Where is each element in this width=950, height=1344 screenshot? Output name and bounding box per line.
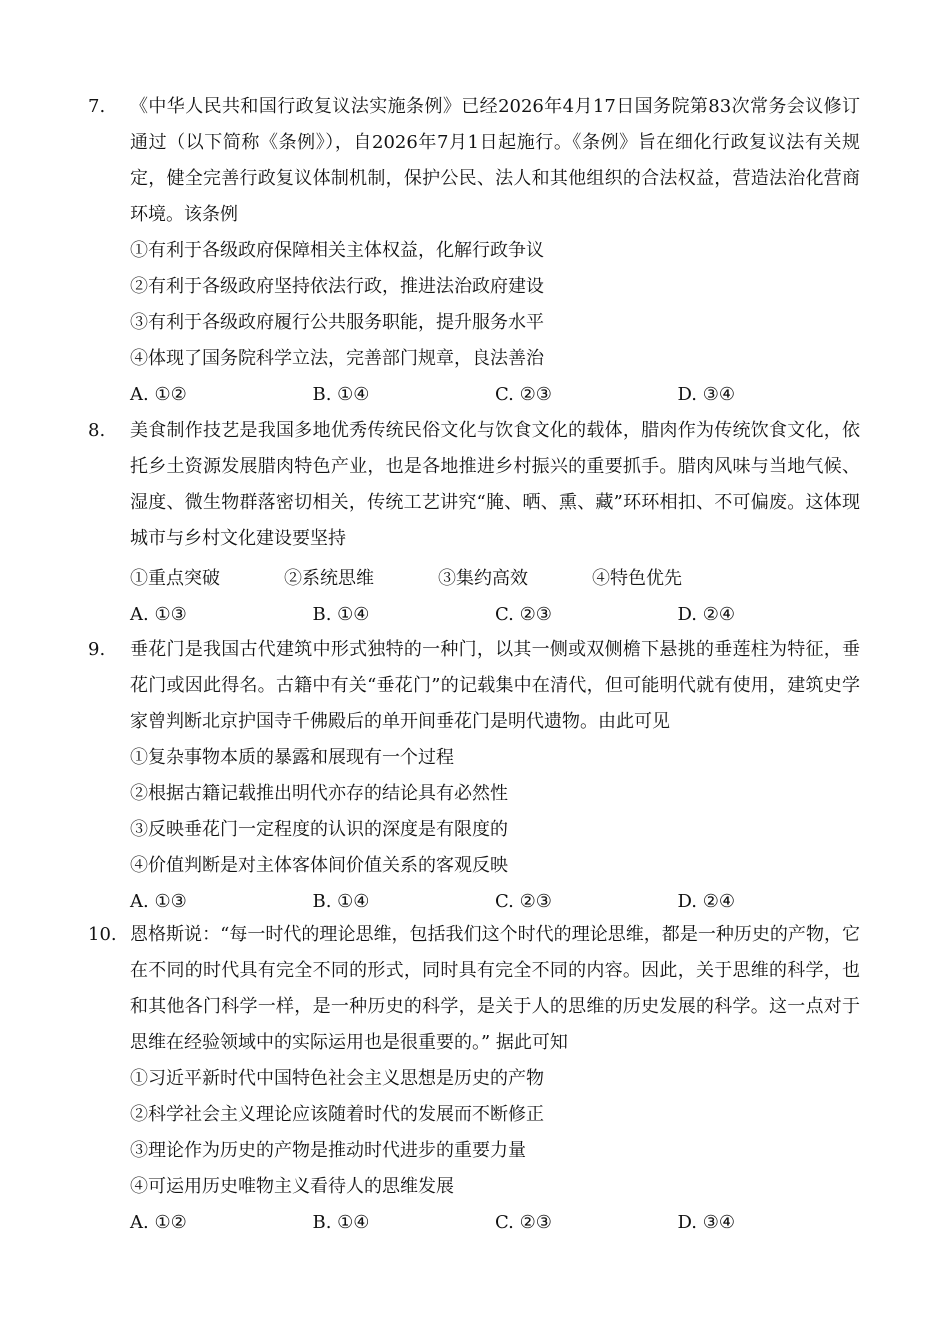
question-number: 7. xyxy=(88,96,106,117)
option-d: D. ②④ xyxy=(677,891,736,912)
answer-options xyxy=(130,377,860,413)
statement-1: ①有利于各级政府保障相关主体权益，化解行政争议 xyxy=(130,240,544,261)
answer-options xyxy=(130,597,860,633)
option-a: A. ①② xyxy=(130,384,187,405)
option-a: A. ①③ xyxy=(130,891,187,912)
question-body xyxy=(130,917,860,1241)
statement-2: ②根据古籍记载推出明代亦存的结论具有必然性 xyxy=(130,783,508,804)
statement-3: ③反映垂花门一定程度的认识的深度是有限度的 xyxy=(130,819,508,840)
question-7 xyxy=(88,89,868,413)
option-d: D. ②④ xyxy=(677,604,736,625)
statement-list xyxy=(130,561,860,597)
question-10 xyxy=(88,917,868,1241)
question-number: 9. xyxy=(88,639,106,660)
statement-3: ③理论作为历史的产物是推动时代进步的重要力量 xyxy=(130,1140,526,1161)
question-number: 10. xyxy=(88,924,117,945)
question-8 xyxy=(88,413,868,633)
option-b: B. ①④ xyxy=(312,1212,370,1233)
option-a: A. ①③ xyxy=(130,604,187,625)
statement-3: ③有利于各级政府履行公共服务职能，提升服务水平 xyxy=(130,312,544,333)
option-d: D. ③④ xyxy=(677,384,736,405)
statement-1: ①习近平新时代中国特色社会主义思想是历史的产物 xyxy=(130,1068,544,1089)
option-c: C. ②③ xyxy=(495,604,552,625)
option-a: A. ①② xyxy=(130,1212,187,1233)
statement-2: ②科学社会主义理论应该随着时代的发展而不断修正 xyxy=(130,1104,544,1125)
question-body xyxy=(130,632,860,920)
statement-4: ④可运用历史唯物主义看待人的思维发展 xyxy=(130,1176,454,1197)
question-stem: 垂花门是我国古代建筑中形式独特的一种门，以其一侧或双侧檐下悬挑的垂莲柱为特征，垂花门或因此得名。古籍中有关“垂花门”的记载集中在清代，但可能明代就有使用，建筑史学家曾判断北京护国寺千佛殿后的单开间垂花门是明代遗物。由此可见 xyxy=(130,639,860,732)
option-b: B. ①④ xyxy=(312,604,370,625)
option-b: B. ①④ xyxy=(312,891,370,912)
question-number: 8. xyxy=(88,420,106,441)
answer-options xyxy=(130,1205,860,1241)
question-stem: 美食制作技艺是我国多地优秀传统民俗文化与饮食文化的载体，腊肉作为传统饮食文化，依托乡土资源发展腊肉特色产业，也是各地推进乡村振兴的重要抓手。腊肉风味与当地气候、湿度、微生物群落密切相关，传统工艺讲究“腌、晒、熏、藏”环环相扣、不可偏废。这体现城市与乡村文化建设要坚持 xyxy=(130,420,860,549)
option-c: C. ②③ xyxy=(495,891,552,912)
statement-4: ④体现了国务院科学立法，完善部门规章，良法善治 xyxy=(130,348,544,369)
option-c: C. ②③ xyxy=(495,1212,552,1233)
question-9 xyxy=(88,632,868,920)
statement-4: ④特色优先 xyxy=(592,568,682,589)
question-body xyxy=(130,89,860,413)
statement-1: ①复杂事物本质的暴露和展现有一个过程 xyxy=(130,747,454,768)
option-b: B. ①④ xyxy=(312,384,370,405)
answer-options xyxy=(130,884,860,920)
statement-4: ④价值判断是对主体客体间价值关系的客观反映 xyxy=(130,855,508,876)
statement-2: ②系统思维 xyxy=(284,568,374,589)
statement-2: ②有利于各级政府坚持依法行政，推进法治政府建设 xyxy=(130,276,544,297)
statement-1: ①重点突破 xyxy=(130,568,220,589)
question-stem: 《中华人民共和国行政复议法实施条例》已经2026年4月17日国务院第83次常务会议修订通过（以下简称《条例》），自2026年7月1日起施行。《条例》旨在细化行政复议法有关规定，健全完善行政复议体制机制，保护公民、法人和其他组织的合法权益，营造法治化营商环境。该条例 xyxy=(130,96,860,225)
option-d: D. ③④ xyxy=(677,1212,736,1233)
statement-3: ③集约高效 xyxy=(438,568,528,589)
question-stem: 恩格斯说：“每一时代的理论思维，包括我们这个时代的理论思维，都是一种历史的产物，它在不同的时代具有完全不同的形式，同时具有完全不同的内容。因此，关于思维的科学，也和其他各门科学一样，是一种历史的科学，是关于人的思维的历史发展的科学。这一点对于思维在经验领域中的实际运用也是很重要的。” 据此可知 xyxy=(130,924,860,1053)
option-c: C. ②③ xyxy=(495,384,552,405)
question-body xyxy=(130,413,860,633)
